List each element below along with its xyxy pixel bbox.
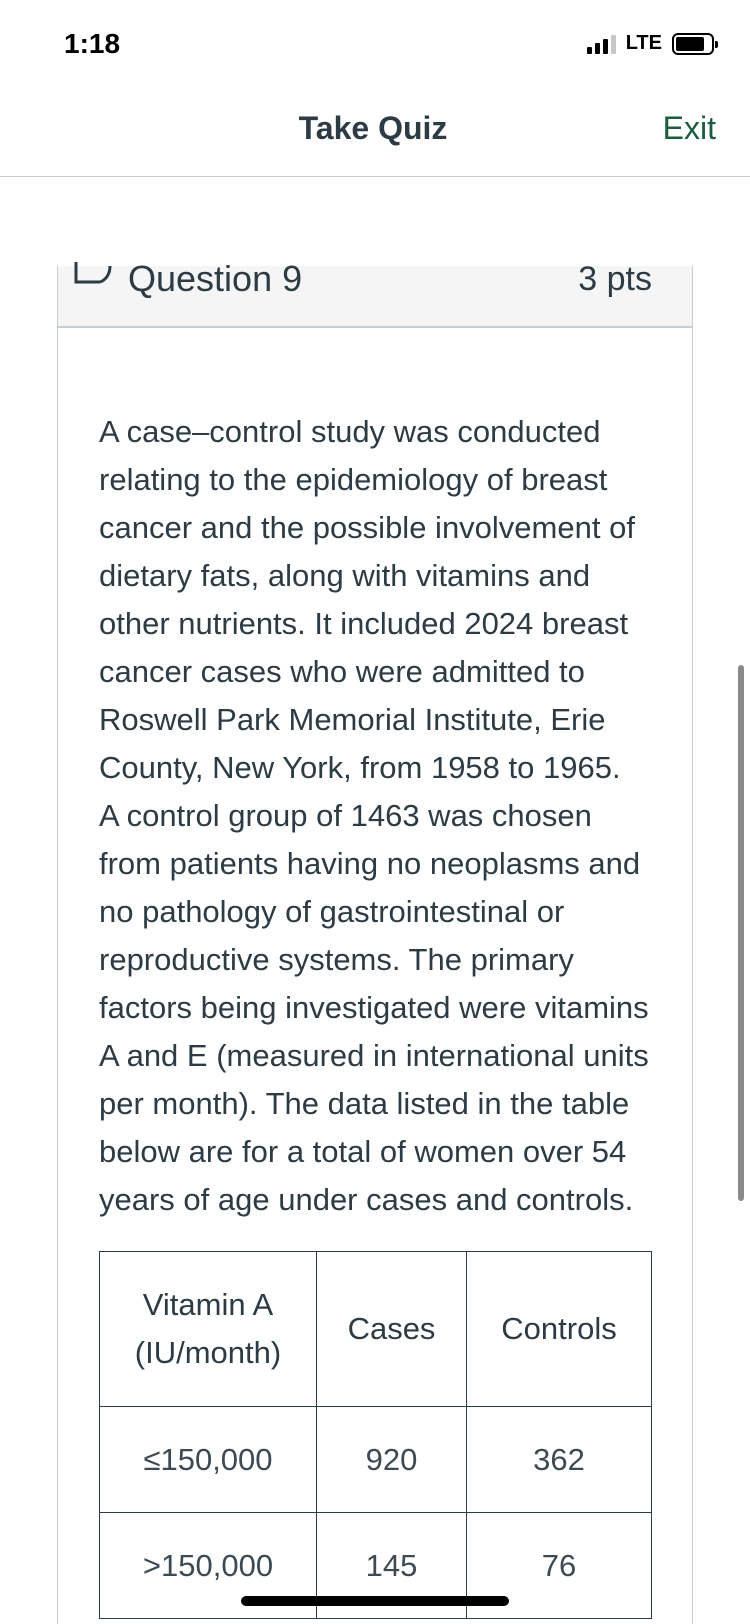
table-header-row bbox=[100, 1252, 652, 1407]
question-text-line: reproductive systems. The primary bbox=[99, 942, 574, 977]
question-card bbox=[57, 258, 693, 1624]
status-indicators bbox=[587, 32, 714, 55]
header-vitamin-a bbox=[100, 1252, 317, 1407]
cell-cases: 920 bbox=[317, 1407, 467, 1513]
question-header bbox=[58, 258, 692, 328]
question-text-line: below are for a total of women over 54 bbox=[99, 1134, 627, 1169]
nav-bar bbox=[0, 90, 750, 177]
status-bar bbox=[0, 0, 750, 90]
header-controls: Controls bbox=[467, 1252, 652, 1407]
question-text bbox=[99, 408, 659, 1224]
cell-vitamin: >150,000 bbox=[100, 1513, 317, 1619]
question-text-line: factors being investigated were vitamins bbox=[99, 990, 649, 1025]
question-text-line: County, New York, from 1958 to 1965. bbox=[99, 750, 621, 785]
cell-controls: 362 bbox=[467, 1407, 652, 1513]
table-row bbox=[100, 1407, 652, 1513]
signal-icon bbox=[587, 34, 616, 54]
question-text-line: other nutrients. It included 2024 breast bbox=[99, 606, 629, 641]
question-text-line: dietary fats, along with vitamins and bbox=[99, 558, 591, 593]
vitamin-a-table bbox=[99, 1251, 652, 1619]
exit-button[interactable]: Exit bbox=[662, 110, 716, 146]
cell-vitamin: ≤150,000 bbox=[100, 1407, 317, 1513]
cell-cases: 145 bbox=[317, 1513, 467, 1619]
question-text-line: from patients having no neoplasms and bbox=[99, 846, 641, 881]
question-text-line: cancer and the possible involvement of bbox=[99, 510, 635, 545]
battery-icon bbox=[672, 33, 714, 55]
header-vitamin-a-unit: (IU/month) bbox=[134, 1335, 282, 1370]
scrollbar[interactable] bbox=[738, 665, 744, 1201]
header-vitamin-a-label: Vitamin A bbox=[142, 1287, 274, 1322]
flag-question-icon[interactable] bbox=[74, 262, 114, 292]
cell-controls: 76 bbox=[467, 1513, 652, 1619]
home-indicator[interactable] bbox=[241, 1596, 509, 1606]
question-text-line: A and E (measured in international units bbox=[99, 1038, 649, 1073]
question-text-line: A control group of 1463 was chosen bbox=[99, 798, 592, 833]
page-title: Take Quiz bbox=[298, 110, 448, 146]
question-text-line: cancer cases who were admitted to bbox=[99, 654, 585, 689]
question-text-line: relating to the epidemiology of breast bbox=[99, 462, 608, 497]
question-text-line: years of age under cases and controls. bbox=[99, 1182, 634, 1217]
question-text-line: A case–control study was conducted bbox=[99, 414, 601, 449]
question-points: 3 pts bbox=[578, 260, 652, 298]
header-cases: Cases bbox=[317, 1252, 467, 1407]
question-text-line: per month). The data listed in the table bbox=[99, 1086, 630, 1121]
question-title: Question 9 bbox=[128, 258, 303, 299]
network-label: LTE bbox=[625, 32, 662, 54]
status-time: 1:18 bbox=[64, 28, 121, 59]
question-text-line: no pathology of gastrointestinal or bbox=[99, 894, 565, 929]
question-text-line: Roswell Park Memorial Institute, Erie bbox=[99, 702, 606, 737]
